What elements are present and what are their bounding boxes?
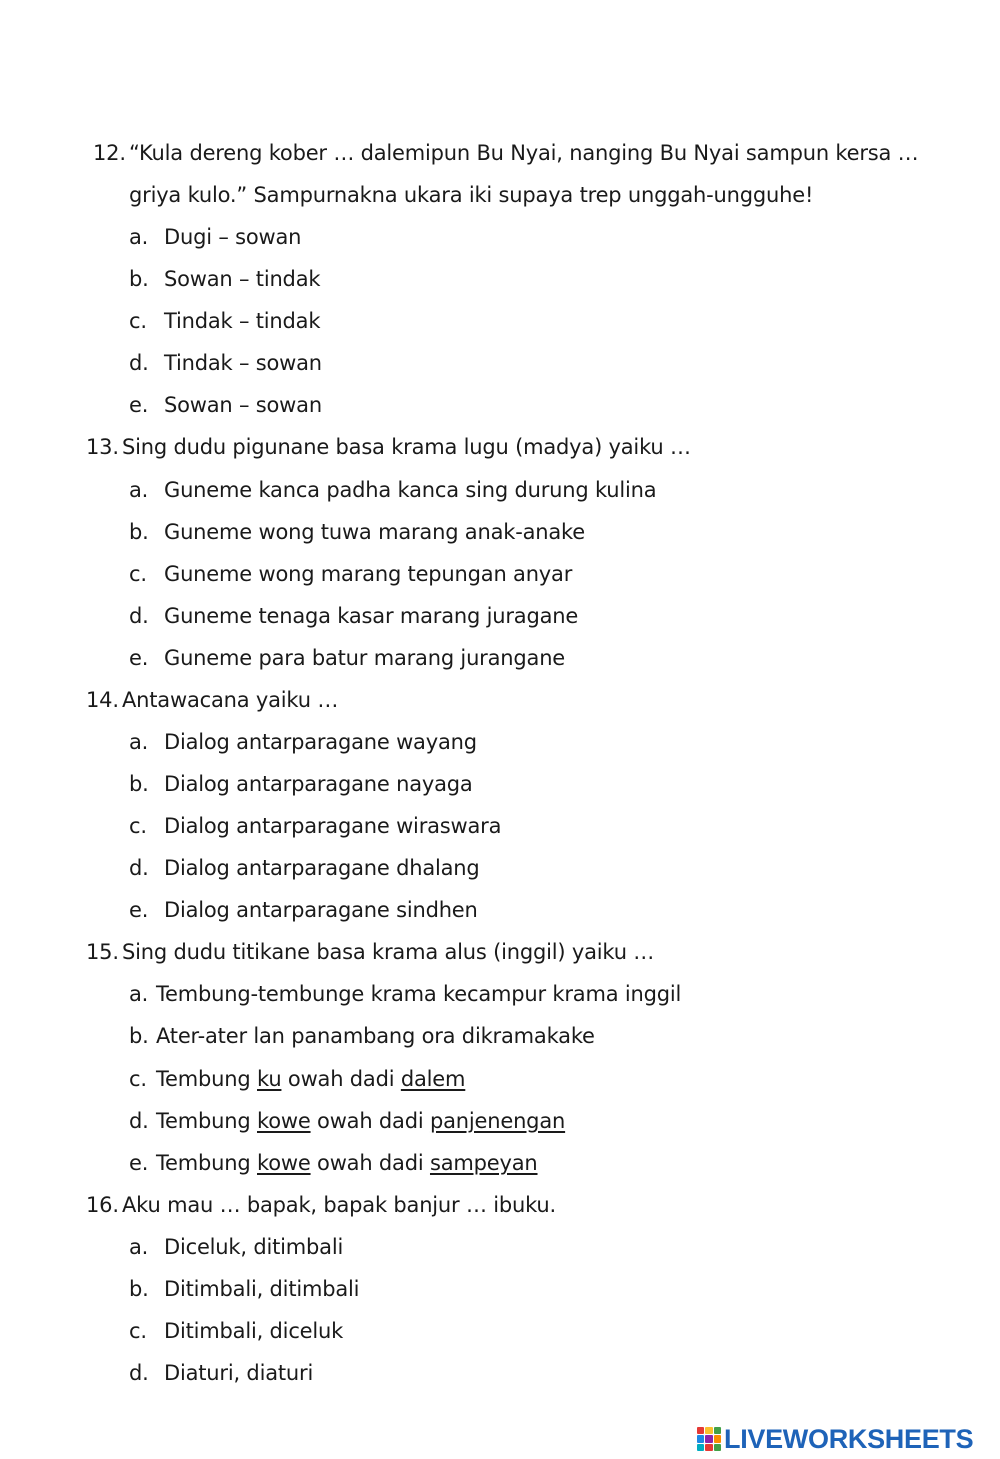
underlined-word: kowe <box>257 1151 311 1175</box>
option-text: Sowan – sowan <box>164 393 322 417</box>
option-15-c[interactable] <box>129 1066 465 1092</box>
option-letter: b. <box>129 267 149 291</box>
option-letter: d. <box>129 1109 149 1133</box>
option-letter: a. <box>129 730 149 754</box>
underlined-word: dalem <box>400 1067 466 1091</box>
option-letter: c. <box>129 1067 147 1091</box>
option-letter: e. <box>129 646 149 670</box>
option-12-e[interactable] <box>129 392 322 418</box>
option-13-a[interactable] <box>129 477 656 503</box>
option-text-pre: Tembung <box>156 1151 251 1175</box>
option-text: Diceluk, ditimbali <box>164 1235 344 1259</box>
option-letter: b. <box>129 520 149 544</box>
option-12-b[interactable] <box>129 266 320 292</box>
option-letter: d. <box>129 1361 149 1385</box>
question-number: 14. <box>86 688 119 712</box>
option-text-pre: Tembung <box>156 1067 251 1091</box>
option-15-d[interactable] <box>129 1108 565 1134</box>
option-16-d[interactable] <box>129 1360 313 1386</box>
option-text: Ditimbali, ditimbali <box>164 1277 360 1301</box>
option-text: Ater-ater lan panambang ora dikramakake <box>156 1024 595 1048</box>
option-text: Dialog antarparagane dhalang <box>164 856 480 880</box>
option-text: Dialog antarparagane sindhen <box>164 898 478 922</box>
option-letter: a. <box>129 225 149 249</box>
option-14-e[interactable] <box>129 897 478 923</box>
option-letter: e. <box>129 1151 149 1175</box>
option-16-a[interactable] <box>129 1234 343 1260</box>
option-14-a[interactable] <box>129 729 477 755</box>
question-text: Sing dudu titikane basa krama alus (inggil) yaiku … <box>122 940 655 964</box>
logo-cell <box>714 1435 721 1442</box>
option-letter: c. <box>129 814 147 838</box>
question-12 <box>93 140 918 166</box>
question-12-continued: griya kulo.” Sampurnakna ukara iki supaya trep unggah-ungguhe! <box>129 183 814 207</box>
logo-cell <box>705 1435 712 1442</box>
underlined-word: sampeyan <box>429 1151 538 1175</box>
liveworksheets-logo-icon <box>697 1427 721 1451</box>
option-14-c[interactable] <box>129 813 501 839</box>
option-12-a[interactable] <box>129 224 301 250</box>
option-text: Guneme wong marang tepungan anyar <box>164 562 573 586</box>
option-12-c[interactable] <box>129 308 320 334</box>
question-text: Antawacana yaiku … <box>122 688 339 712</box>
underlined-word: ku <box>257 1067 282 1091</box>
option-13-b[interactable] <box>129 519 585 545</box>
option-letter: a. <box>129 1235 149 1259</box>
option-letter: d. <box>129 856 149 880</box>
option-15-e[interactable] <box>129 1150 538 1176</box>
option-text-mid: owah dadi <box>287 1067 395 1091</box>
option-letter: a. <box>129 478 149 502</box>
logo-cell <box>714 1427 721 1434</box>
option-text: Dialog antarparagane wiraswara <box>164 814 502 838</box>
option-13-d[interactable] <box>129 603 578 629</box>
question-15 <box>86 939 654 965</box>
option-text: Ditimbali, diceluk <box>164 1319 344 1343</box>
logo-cell <box>697 1444 704 1451</box>
question-text: Aku mau … bapak, bapak banjur … ibuku. <box>122 1193 557 1217</box>
option-letter: e. <box>129 898 149 922</box>
option-text-pre: Tembung <box>156 1109 251 1133</box>
logo-cell <box>705 1427 712 1434</box>
option-letter: d. <box>129 604 149 628</box>
option-16-c[interactable] <box>129 1318 343 1344</box>
logo-cell <box>705 1444 712 1451</box>
option-text-mid: owah dadi <box>317 1109 424 1133</box>
question-number: 12. <box>93 141 126 165</box>
option-13-e[interactable] <box>129 645 565 671</box>
logo-cell <box>714 1444 721 1451</box>
option-14-b[interactable] <box>129 771 473 797</box>
option-text: Tindak – sowan <box>164 351 322 375</box>
option-letter: c. <box>129 309 147 333</box>
option-letter: e. <box>129 393 149 417</box>
option-letter: c. <box>129 562 147 586</box>
option-16-b[interactable] <box>129 1276 359 1302</box>
option-15-a[interactable] <box>129 981 681 1007</box>
question-number: 16. <box>86 1193 119 1217</box>
option-text: Sowan – tindak <box>164 267 321 291</box>
brand-name: LIVEWORKSHEETS <box>724 1423 974 1454</box>
option-text: Guneme tenaga kasar marang juragane <box>164 604 579 628</box>
option-text: Dialog antarparagane nayaga <box>164 772 473 796</box>
option-text: Diaturi, diaturi <box>164 1361 314 1385</box>
option-12-d[interactable] <box>129 350 322 376</box>
logo-cell <box>697 1427 704 1434</box>
option-14-d[interactable] <box>129 855 480 881</box>
underlined-word: kowe <box>257 1109 311 1133</box>
question-text: “Kula dereng kober … dalemipun Bu Nyai, nanging Bu Nyai sampun kersa … <box>129 141 919 165</box>
question-16 <box>86 1192 556 1218</box>
option-text: Tindak – tindak <box>164 309 321 333</box>
option-15-b[interactable] <box>129 1023 595 1049</box>
option-letter: d. <box>129 351 149 375</box>
option-letter: b. <box>129 772 149 796</box>
option-text: Guneme para batur marang jurangane <box>164 646 566 670</box>
question-number: 13. <box>86 435 119 459</box>
underlined-word: panjenengan <box>429 1109 566 1133</box>
option-letter: b. <box>129 1024 149 1048</box>
logo-cell <box>697 1435 704 1442</box>
option-text: Dialog antarparagane wayang <box>164 730 477 754</box>
option-text: Guneme wong tuwa marang anak-anake <box>164 520 585 544</box>
option-letter: b. <box>129 1277 149 1301</box>
question-13 <box>86 434 691 460</box>
liveworksheets-footer[interactable] <box>697 1424 973 1454</box>
question-number: 15. <box>86 940 119 964</box>
option-text-mid: owah dadi <box>317 1151 424 1175</box>
option-text: Tembung-tembunge krama kecampur krama inggil <box>156 982 682 1006</box>
option-text: Guneme kanca padha kanca sing durung kulina <box>164 478 657 502</box>
question-text: Sing dudu pigunane basa krama lugu (madya) yaiku … <box>122 435 691 459</box>
option-letter: a. <box>129 982 149 1006</box>
option-13-c[interactable] <box>129 561 572 587</box>
question-14 <box>86 687 338 713</box>
option-text: Dugi – sowan <box>164 225 302 249</box>
option-letter: c. <box>129 1319 147 1343</box>
